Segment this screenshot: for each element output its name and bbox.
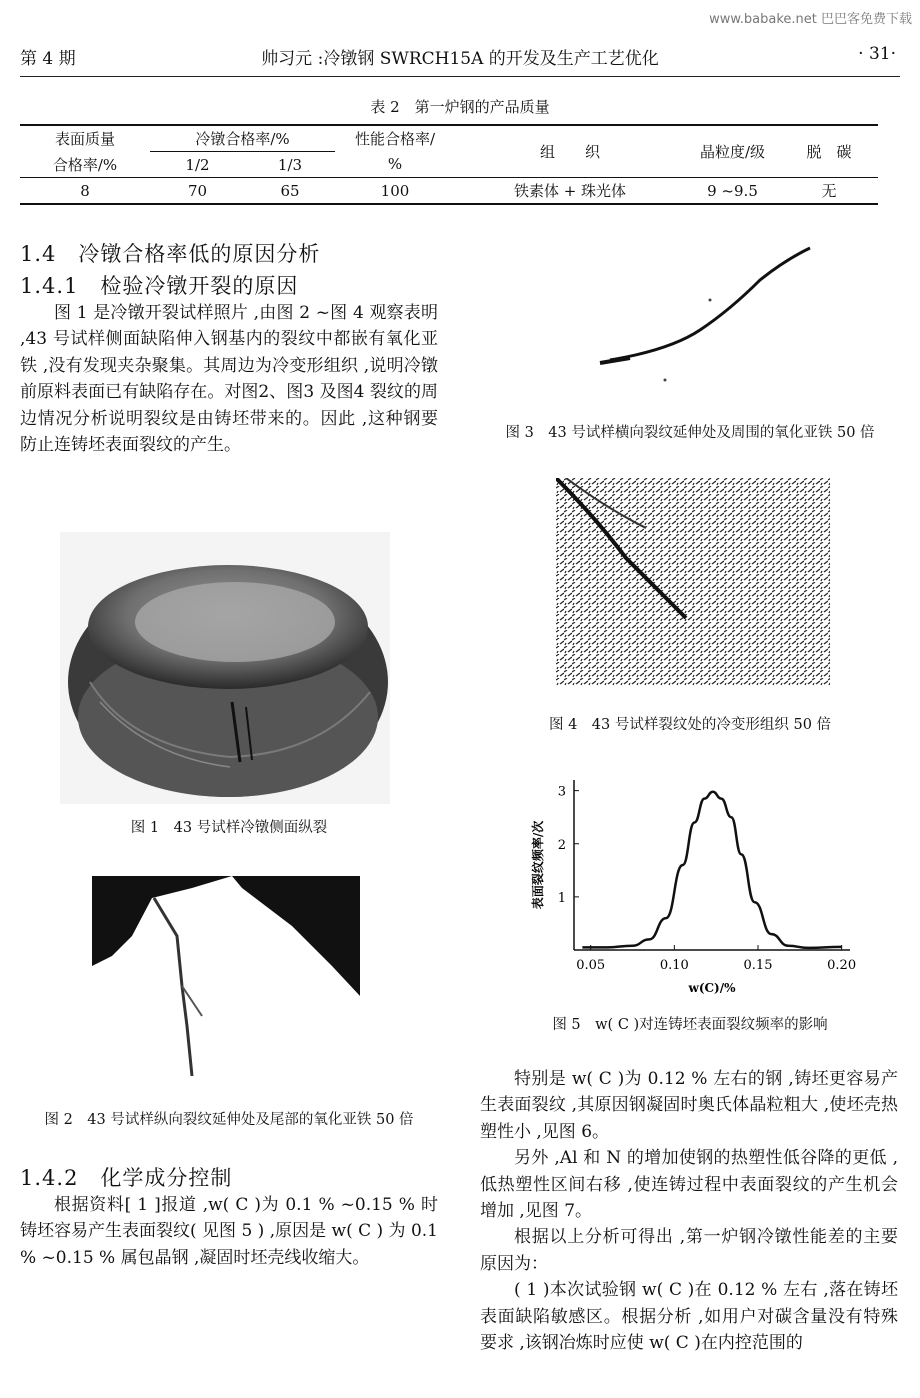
figure-4-caption: 图 4 43 号试样裂纹处的冷变形组织 50 倍: [548, 717, 832, 733]
table-cell: 70: [150, 178, 245, 205]
header-surface-1: 表面质量: [20, 125, 150, 152]
paragraph-text: 另外 ,Al 和 N 的增加使钢的热塑性低谷降的更低 ,低热塑性区间右移 ,使连铸过程中表面裂纹的产生机会增加 ,见图 7。: [480, 1148, 898, 1222]
x-tick-label: 0.20: [827, 958, 857, 973]
figure-3-micrograph: [560, 240, 820, 390]
header-decarb: 脱 碳: [780, 125, 878, 178]
paragraph-text: ( 1 )本次试验钢 w( C )在 0.12 % 左右 ,落在铸坯表面缺陷敏感区。根据分析 ,如用户对碳含量没有特殊要求 ,该钢冶炼时应使 w( C )在内控范围的: [480, 1280, 898, 1354]
table-cell: 65: [245, 178, 335, 205]
header-structure: 组 织: [455, 125, 685, 178]
header-rule: [20, 76, 900, 77]
header-grain: 晶粒度/级: [685, 125, 780, 178]
x-tick-label: 0.05: [576, 958, 606, 973]
chart-axes: [530, 780, 856, 995]
header-cold: 冷镦合格率/%: [150, 125, 335, 152]
running-title: 帅习元 :冷镦钢 SWRCH15A 的开发及生产工艺优化: [261, 49, 659, 69]
figure-2-micrograph: [92, 876, 360, 1088]
figure-4-micrograph: [556, 478, 830, 686]
table-caption: 表 2 第一炉钢的产品质量: [370, 98, 550, 116]
y-tick-label: 2: [557, 837, 566, 853]
paragraph-text: 根据资料[ 1 ]报道 ,w( C )为 0.1 % ~0.15 % 时铸坯容易产生表面裂纹( 见图 5 ) ,原因是 w( C ) 为 0.1 % ~0.15 % 属包晶钢 ,凝固时坯壳线收缩大。: [20, 1195, 438, 1268]
figure-5-caption: 图 5 w( C )对连铸坯表面裂纹频率的影响: [552, 1017, 828, 1033]
table-row: [20, 178, 878, 205]
header-perf-1: 性能合格率/: [335, 125, 455, 152]
x-tick-label: 0.10: [659, 958, 689, 973]
header-cold-third: 1/3: [277, 155, 303, 174]
table-cell: 铁素体 + 珠光体: [455, 178, 685, 205]
body-paragraph-1-4-1: [20, 300, 438, 458]
figure-2-caption: 图 2 43 号试样纵向裂纹延伸处及尾部的氧化亚铁 50 倍: [44, 1112, 414, 1128]
body-paragraph-right: [480, 1066, 898, 1356]
table-cell: 100: [335, 178, 455, 205]
issue-number: 第 4 期: [20, 49, 76, 69]
table-cell: 9 ~9.5: [685, 178, 780, 205]
y-tick-label: 1: [557, 890, 566, 906]
figure-3-caption: 图 3 43 号试样横向裂纹延伸处及周围的氧化亚铁 50 倍: [505, 425, 875, 441]
figure-5-chart: [520, 772, 860, 1002]
series-line: [582, 792, 841, 948]
y-tick-label: 3: [557, 784, 566, 800]
watermark: www.babake.net 巴巴客免费下载: [709, 12, 912, 27]
quality-table: [20, 124, 878, 205]
x-tick-label: 0.15: [743, 958, 773, 973]
figure-1-caption: 图 1 43 号试样冷镦侧面纵裂: [130, 820, 328, 836]
header-cold-half: 1/2: [185, 155, 210, 174]
header-perf-2: %: [387, 155, 403, 174]
page-number: · 31·: [858, 44, 896, 64]
figure-1-photo: [60, 532, 390, 804]
x-axis-label: w(C)/%: [688, 981, 736, 995]
paragraph-text: 图 1 是冷镦开裂试样照片 ,由图 2 ~图 4 观察表明 ,43 号试样侧面缺陷伸入钢基内的裂纹中都嵌有氧化亚铁 ,没有发现夹杂聚集。其周边为冷变形组织 ,说明冷镦前原料表面已有缺陷存在。对图2、图3 及图4 裂纹的周边情况分析说明裂纹是由铸坯带来的。因此 ,这种钢要防止连铸坯表面裂纹的产生。: [20, 303, 438, 456]
table-cell: 无: [780, 178, 878, 205]
chart-marks: [582, 792, 841, 948]
section-heading-1-4-2: 1.4.2 化学成分控制: [20, 1166, 233, 1190]
paragraph-text: 特别是 w( C )为 0.12 % 左右的钢 ,铸坯更容易产生表面裂纹 ,其原因钢凝固时奥氏体晶粒粗大 ,使坯壳热塑性小 ,见图 6。: [480, 1069, 898, 1142]
section-heading-1-4-1: 1.4.1 检验冷镦开裂的原因: [20, 274, 299, 298]
paragraph-text: 根据以上分析可得出 ,第一炉钢冷镦性能差的主要原因为：: [480, 1227, 898, 1274]
section-heading-1-4: 1.4 冷镦合格率低的原因分析: [20, 242, 321, 266]
body-paragraph-1-4-2: [20, 1192, 438, 1271]
table-cell: 8: [20, 178, 150, 205]
header-surface-2: 合格率/%: [52, 155, 118, 174]
y-axis-label: 表面裂纹频率/次: [531, 820, 545, 910]
table-header-row: [20, 125, 878, 152]
